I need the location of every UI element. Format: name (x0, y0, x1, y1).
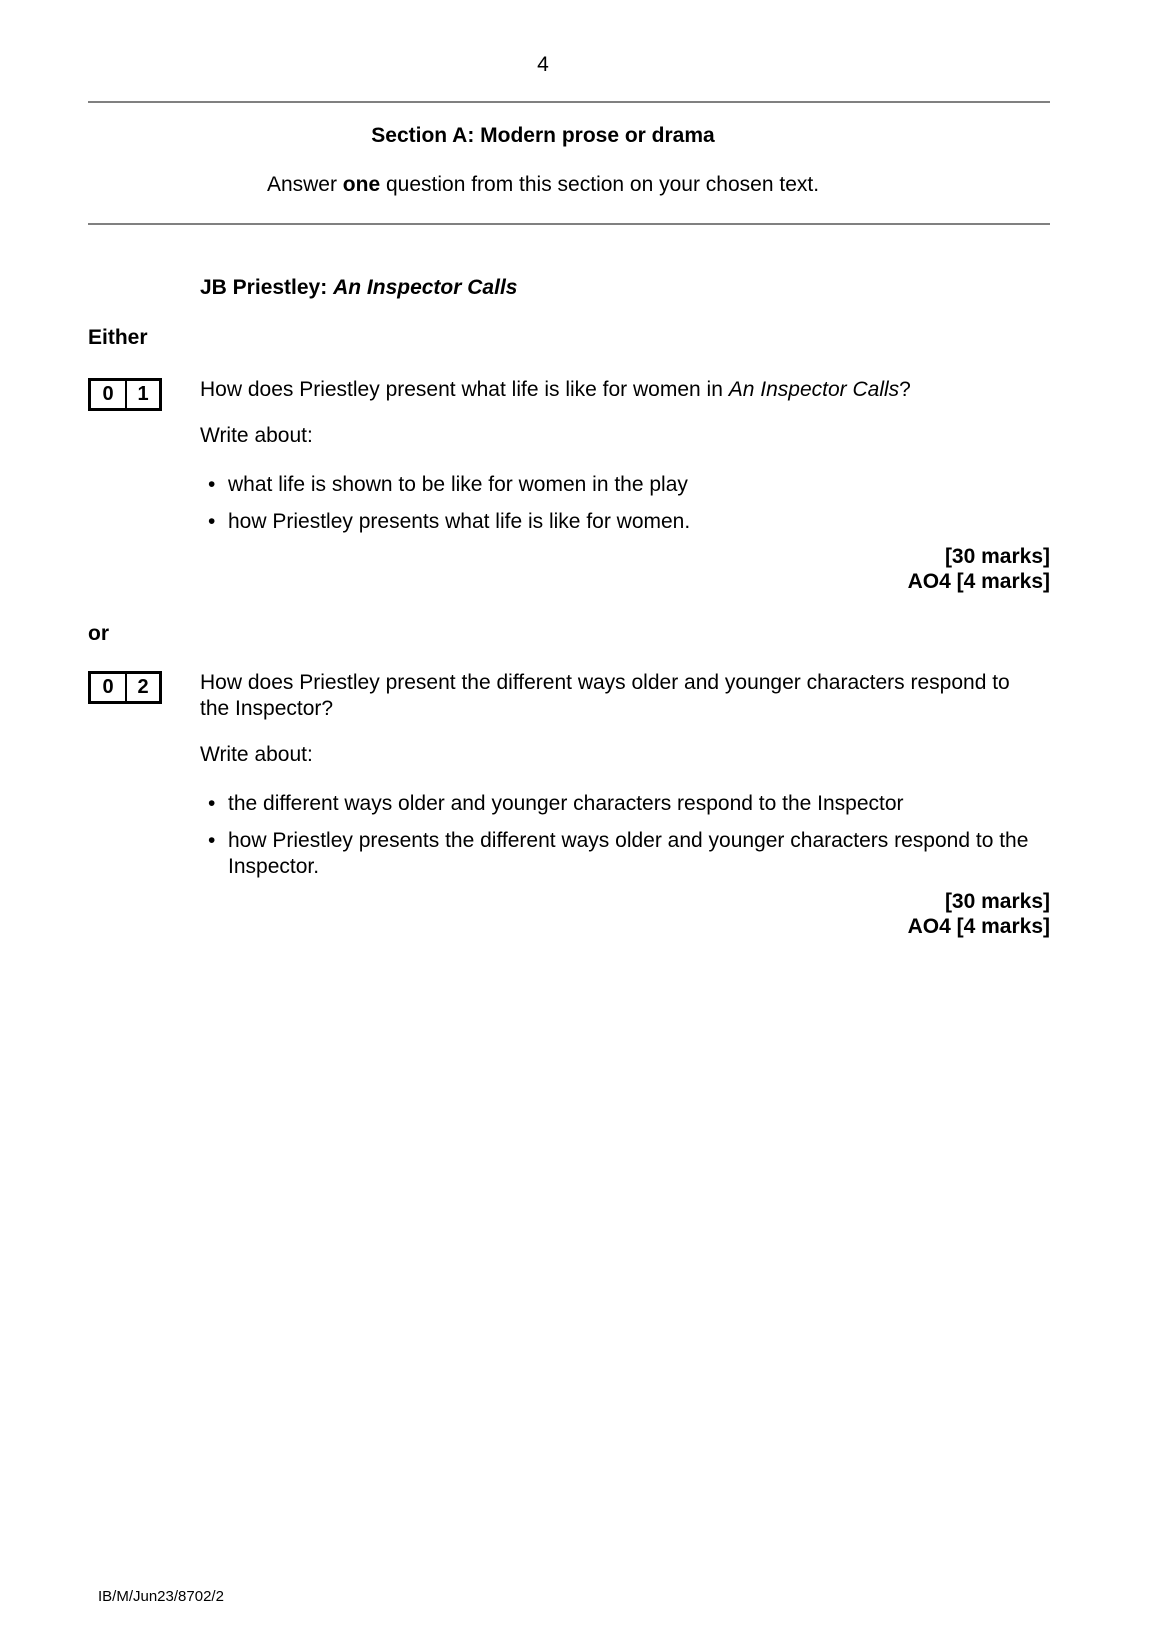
question-text-italic: An Inspector Calls (728, 378, 900, 401)
either-label: Either (88, 326, 148, 349)
question-1-bullet-list (200, 472, 1050, 535)
question-1 (88, 377, 1050, 594)
bullet-item: • what life is shown to be like for women in the play (200, 472, 1050, 498)
instruction-text-before: Answer (266, 173, 343, 196)
question-number-digit: 1 (125, 381, 159, 408)
question-1-number-column (88, 377, 200, 411)
bullet-item: • how Priestley presents the different ways older and younger characters respond to the Inspector. (200, 828, 1050, 880)
question-2-marks (200, 889, 1050, 939)
question-1-number-box (88, 378, 162, 411)
instruction-text-after: question from this section on your chosen text. (380, 173, 820, 196)
question-2-number-column (88, 670, 200, 704)
total-marks: [30 marks] (944, 890, 1050, 913)
total-marks: [30 marks] (944, 545, 1050, 568)
question-text-before: How does Priestley present the different ways older and younger characters respond to the Inspector? (200, 671, 1010, 720)
question-2-number-box (88, 671, 162, 704)
write-about-label: Write about: (200, 743, 313, 766)
book-title: An Inspector Calls (333, 276, 518, 299)
book-heading (200, 277, 1050, 298)
page-number: 4 (537, 53, 549, 76)
question-1-marks (200, 544, 1050, 594)
question-number-digit: 0 (102, 676, 114, 698)
question-text-before: How does Priestley present what life is like for women in (200, 378, 729, 401)
ao4-marks: AO4 [4 marks] (907, 915, 1050, 938)
top-divider (88, 101, 1050, 103)
section-instruction (88, 174, 1050, 195)
bullet-item: • the different ways older and younger characters respond to the Inspector (200, 791, 1050, 817)
question-2-text (200, 670, 1035, 722)
question-number-digit: 2 (125, 674, 159, 701)
section-title: Section A: Modern prose or drama (371, 124, 715, 147)
ao4-marks: AO4 [4 marks] (907, 570, 1050, 593)
question-2 (88, 670, 1050, 939)
question-number-digit: 0 (102, 383, 114, 405)
section-divider (88, 223, 1050, 225)
write-about-label: Write about: (200, 424, 313, 447)
or-label: or (88, 622, 109, 645)
question-text-after: ? (899, 378, 911, 401)
paper-reference-code: IB/M/Jun23/8702/2 (98, 1588, 224, 1605)
instruction-text-bold: one (342, 173, 381, 196)
book-author: JB Priestley: (200, 276, 334, 299)
bullet-item: • how Priestley presents what life is like for women. (200, 509, 1050, 535)
question-2-body (200, 670, 1050, 939)
question-1-text (200, 377, 1035, 403)
question-2-bullet-list (200, 791, 1050, 880)
question-1-body (200, 377, 1050, 594)
